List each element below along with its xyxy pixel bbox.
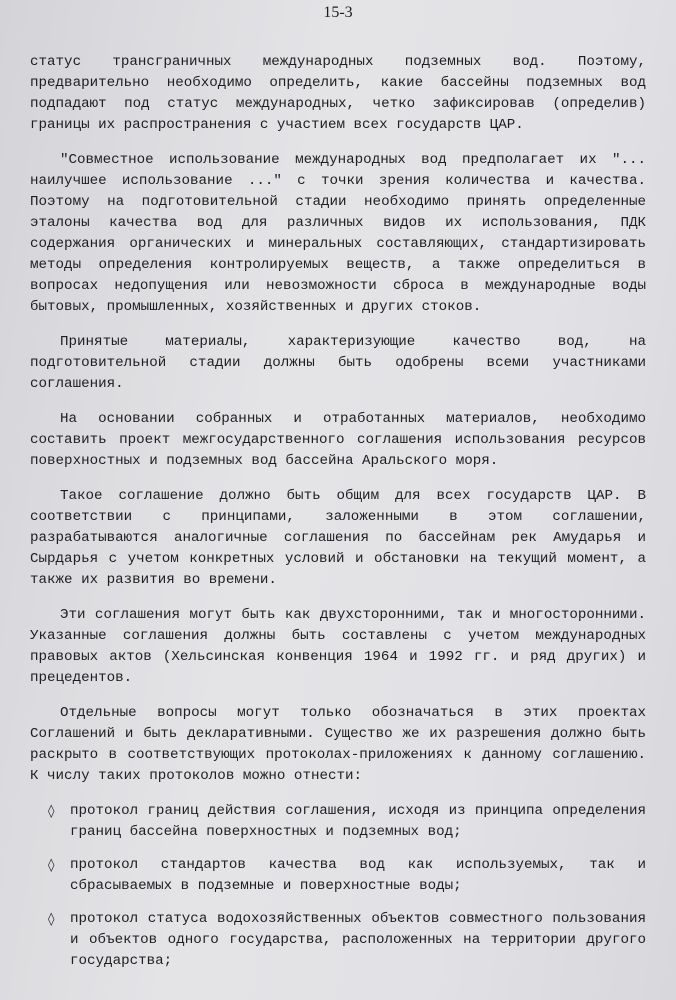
list-item-text: протокол границ действия соглашения, исходя из принципа определения границ бассейна поверхностных и подземных вод; (70, 803, 646, 840)
diamond-bullet-icon: ◊ (48, 912, 55, 927)
list-item (30, 909, 646, 972)
document-body (30, 52, 646, 984)
paragraph-protocols-intro: Отдельные вопросы могут только обозначаться в этих проектах Соглашений и быть декларативными. Существо же их разрешения должно быть раскрыто в соответствующих протоколах-приложениях к данному соглашению. К числу таких протоколов можно отнести: (30, 705, 646, 784)
paragraph-bilateral: Эти соглашения могут быть как двухсторонними, так и многосторонними. Указанные соглашения должны быть составлены с учетом международных правовых актов (Хельсинская конвенция 1964 и 1992 гг. и ряд других) и прецедентов. (30, 607, 646, 686)
paragraph-joint-use: "Совместное использование международных вод предполагает их "... наилучшее использование ..." с точки зрения количества и качества. Поэтому на подготовительной стадии необходимо принять определенные эталоны качества вод для различных видов их использования, ПДК содержания органических и минеральных составляющих, стандартизировать методы определения контролируемых веществ, а также определиться в вопросах недопущения или невозможности сброса в международные воды бытовых, промышленных, хозяйственных и других стоков. (30, 152, 646, 315)
paragraph-draft-agreement: На основании собранных и отработанных материалов, необходимо составить проект межгосударственного соглашения использования ресурсов поверхностных и подземных вод бассейна Аральского моря. (30, 411, 646, 469)
paragraph-common-agreement: Такое соглашение должно быть общим для всех государств ЦАР. В соответствии с принципами, заложенными в этом соглашении, разрабатываются аналогичные соглашения по бассейнам рек Амударья и Сырдарья с учетом конкретных условий и обстановки на текущий момент, а также их развития во времени. (30, 488, 646, 588)
diamond-bullet-icon: ◊ (48, 804, 55, 819)
list-item-text: протокол статуса водохозяйственных объектов совместного пользования и объектов одного государства, расположенных на территории другого государства; (70, 911, 646, 969)
diamond-bullet-icon: ◊ (48, 858, 55, 873)
list-item (30, 801, 646, 843)
paragraph-materials: Принятые материалы, характеризующие качество вод, на подготовительной стадии должны быть одобрены всеми участниками соглашения. (30, 334, 646, 392)
protocol-list (30, 801, 646, 972)
paragraph-continuation: статус трансграничных международных подземных вод. Поэтому, предварительно необходимо определить, какие бассейны подземных вод подпадают под статус международных, четко зафиксировав (определив) границы их распространения с участием всех государств ЦАР. (30, 54, 646, 133)
list-item (30, 855, 646, 897)
page-number: 15-3 (323, 4, 353, 21)
list-item-text: протокол стандартов качества вод как используемых, так и сбрасываемых в подземные и поверхностные воды; (70, 857, 646, 894)
